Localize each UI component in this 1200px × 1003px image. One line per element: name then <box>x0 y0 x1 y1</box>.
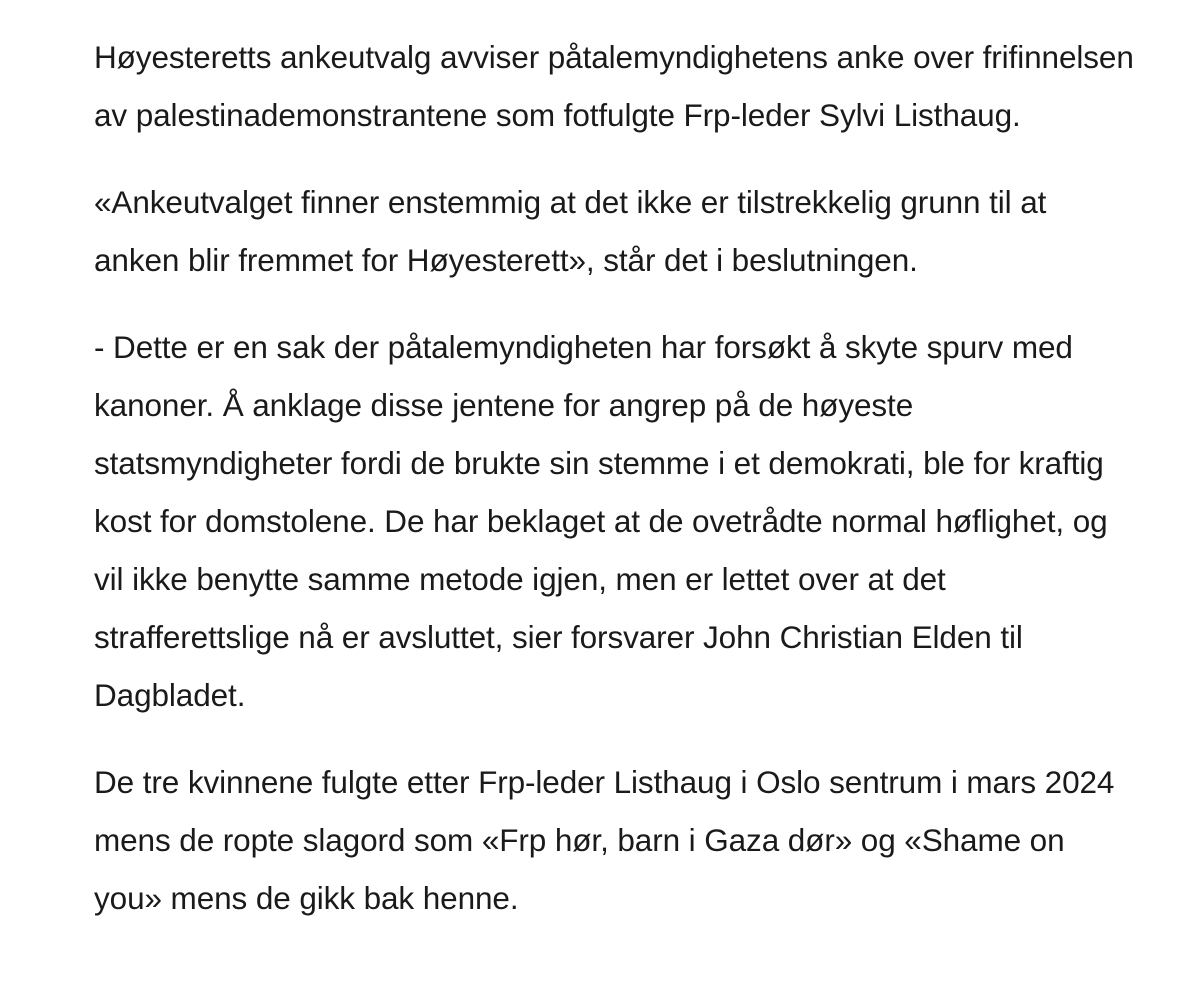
article-body <box>94 28 1134 956</box>
paragraph-intro: Høyesteretts ankeutvalg avviser påtalemyndighetens anke over frifinnelsen av palestinademonstrantene som fotfulgte Frp-leder Sylvi Listhaug. <box>94 39 1134 133</box>
paragraph-quote-decision: «Ankeutvalget finner enstemmig at det ikke er tilstrekkelig grunn til at anken blir fremmet for Høyesterett», står det i beslutningen. <box>94 184 1047 278</box>
paragraph-background: De tre kvinnene fulgte etter Frp-leder Listhaug i Oslo sentrum i mars 2024 mens de ropte slagord som «Frp hør, barn i Gaza dør» og «Shame on you» mens de gikk bak henne. <box>94 764 1115 916</box>
paragraph-defender-statement: - Dette er en sak der påtalemyndigheten har forsøkt å skyte spurv med kanoner. Å anklage disse jentene for angrep på de høyeste statsmyndigheter fordi de brukte sin stemme i et demokrati, ble for kraftig kost for domstolene. De har beklaget at de ovetrådte normal høflighet, og vil ikke benytte samme metode igjen, men er lettet over at det strafferettslige nå er avsluttet, sier forsvarer John Christian Elden til Dagbladet. <box>94 329 1108 713</box>
